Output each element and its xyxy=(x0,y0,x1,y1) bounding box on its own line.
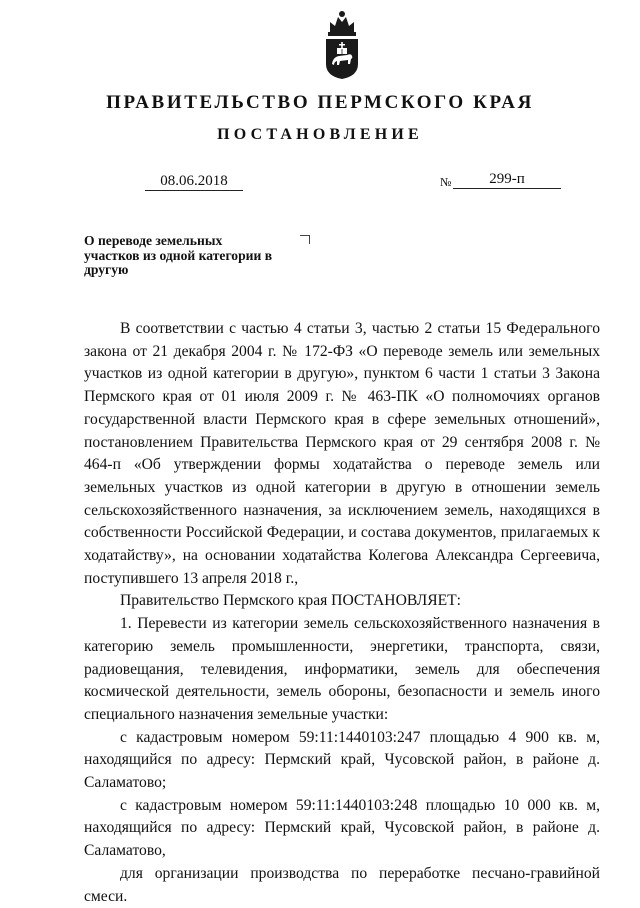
parcel-2-paragraph: с кадастровым номером 59:11:1440103:248 площадью 10 000 кв. м, находящийся по адресу: Пермский край, Чусовской район, в районе д. Саламатово, xyxy=(84,796,600,860)
number-label: № xyxy=(440,175,452,189)
document-date: 08.06.2018 xyxy=(145,172,243,191)
document-subject: О переводе земельных участков из одной категории в другую xyxy=(84,233,273,277)
purpose-paragraph: для организации производства по переработке песчано-гравийной смеси. xyxy=(84,864,600,905)
perm-krai-coat-of-arms-icon xyxy=(321,8,363,80)
document-number: 299-п xyxy=(453,170,561,189)
corner-bracket-mark xyxy=(300,235,310,244)
item-1-paragraph: 1. Перевести из категории земель сельскохозяйственного назначения в категорию земель промышленности, энергетики, транспорта, связи, радиовещания, телевидения, информатики, земель для обеспечения космической деятельности, земель обороны, безопасности и земель иного специального назначения земельные участки: xyxy=(84,615,600,723)
government-title: ПРАВИТЕЛЬСТВО ПЕРМСКОГО КРАЯ xyxy=(106,92,534,113)
preamble-paragraph: В соответствии с частью 4 статьи 3, частью 2 статьи 15 Федерального закона от 21 декабря 2004 г. № 172-ФЗ «О переводе земель или земельных участков из одной категории в другую», пунктом 6 части 1 статьи 3 Закона Пермского края от 01 июля 2009 г. № 463-ПК «О полномочиях органов государственной власти Пермского края в сфере земельных отношений», постановлением Правительства Пермского края от 29 сентября 2008 г. № 464-п «Об утверждении формы ходатайства о переводе земель или земельных участков из одной категории в другую в отношении земель сельскохозяйственного назначения, за исключением земель, находящихся в собственности Российской Федерации, и состава документов, прилагаемых к ходатайству», на основании ходатайства Колегова Александра Сергеевича, поступившего 13 апреля 2018 г., xyxy=(84,320,600,587)
document-body xyxy=(84,318,600,908)
resolution-paragraph: Правительство Пермского края ПОСТАНОВЛЯЕТ: xyxy=(120,592,461,610)
document-type-title: ПОСТАНОВЛЕНИЕ xyxy=(217,126,423,143)
parcel-1-paragraph: с кадастровым номером 59:11:1440103:247 площадью 4 900 кв. м, находящийся по адресу: Пермский край, Чусовской район, в районе д. Саламатово; xyxy=(84,728,600,792)
